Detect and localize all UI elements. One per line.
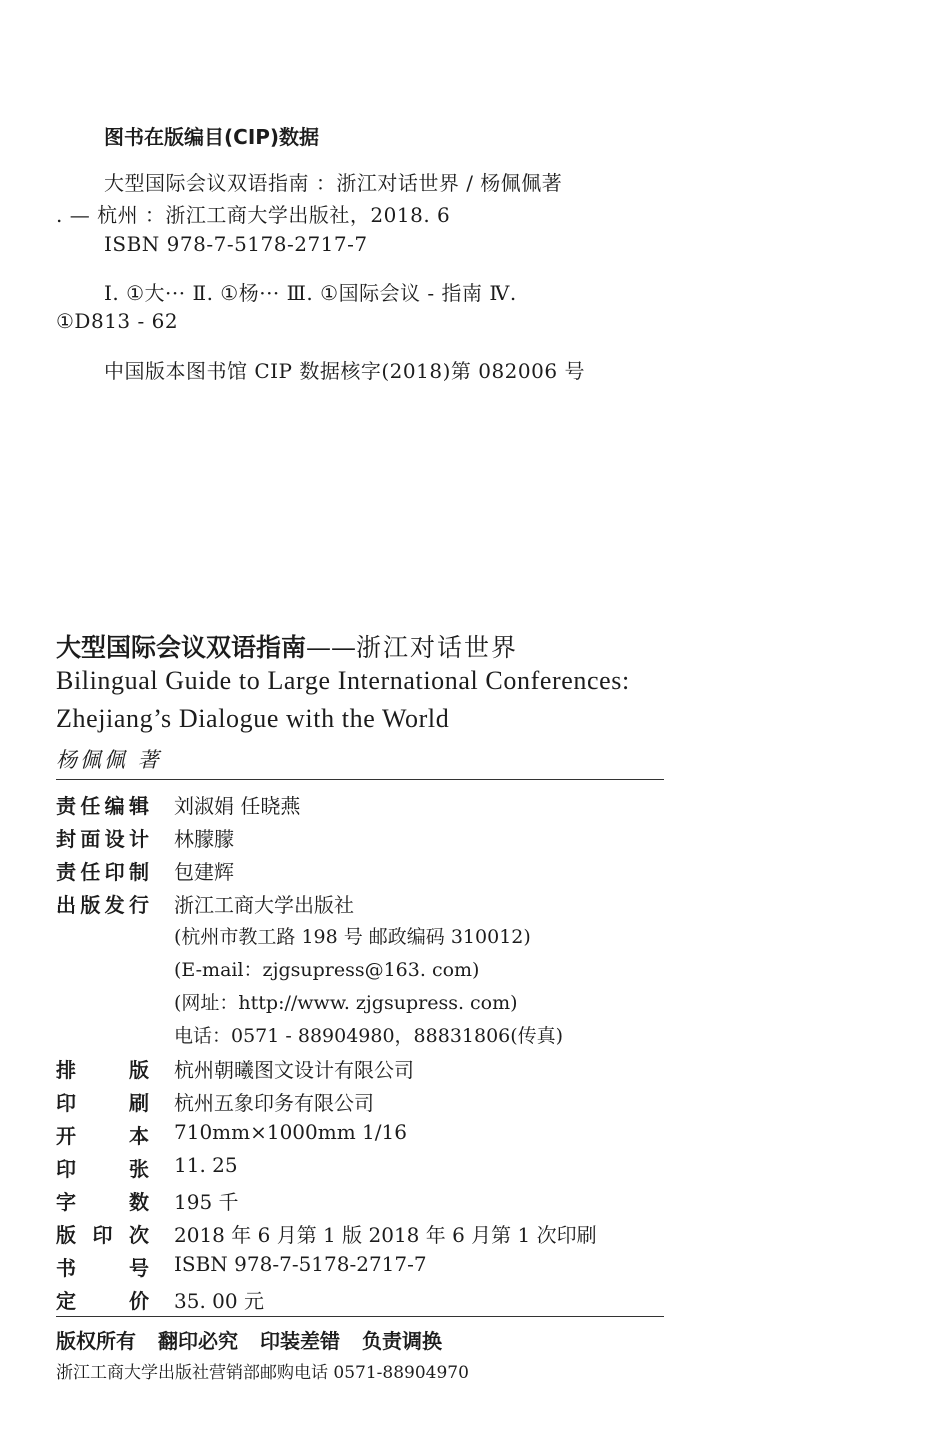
detail-edition-label: 版 印 次 [56, 1223, 149, 1247]
detail-format-value: 710mm×1000mm 1/16 [174, 1120, 407, 1144]
author: 杨佩佩 著 [56, 748, 162, 772]
detail-isbn-label: 书 号 [56, 1256, 149, 1280]
publisher-email: (E-mail：zjgsupress@163. com) [174, 959, 480, 981]
detail-words-value: 195 千 [174, 1190, 239, 1214]
detail-price-value: 35. 00 元 [174, 1289, 264, 1313]
detail-cover-value: 林朦朦 [174, 827, 234, 851]
cip-line-publisher: . — 杭州 ：浙江工商大学出版社，2018. 6 [56, 203, 451, 227]
cip-line-record: 中国版本图书馆 CIP 数据核字(2018)第 082006 号 [104, 359, 585, 383]
divider-top [56, 779, 664, 780]
cip-line-title: 大型国际会议双语指南 ：浙江对话世界 / 杨佩佩著 [104, 171, 563, 195]
detail-isbn-value: ISBN 978-7-5178-2717-7 [174, 1252, 427, 1276]
publisher-address: (杭州市教工路 198 号 邮政编码 310012) [174, 926, 531, 948]
detail-publisher-label: 出 版 发 行 [56, 893, 149, 917]
detail-typeset-value: 杭州朝曦图文设计有限公司 [174, 1058, 414, 1082]
cip-line-classification: Ⅰ. ①大··· Ⅱ. ①杨··· Ⅲ. ①国际会议 - 指南 Ⅳ. [104, 281, 517, 305]
copyright-notice: 版权所有 翻印必究 印装差错 负责调换 [56, 1329, 442, 1353]
book-title-zh-sub: 浙江对话世界 [356, 633, 519, 662]
publisher-website: (网址：http://www. zjgsupress. com) [174, 992, 518, 1014]
cip-heading: 图书在版编目(CIP)数据 [104, 125, 320, 149]
detail-cover-label: 封 面 设 计 [56, 827, 149, 851]
detail-printer-value: 杭州五象印务有限公司 [174, 1091, 374, 1115]
detail-editor-value: 刘淑娟 任晓燕 [174, 794, 301, 818]
detail-editor-label: 责 任 编 辑 [56, 794, 149, 818]
book-title-zh [56, 628, 518, 664]
book-title-en-line1: Bilingual Guide to Large International Conferences: [56, 666, 630, 695]
detail-edition-value: 2018 年 6 月第 1 版 2018 年 6 月第 1 次印刷 [174, 1223, 597, 1247]
sales-phone: 浙江工商大学出版社营销部邮购电话 0571-88904970 [56, 1363, 469, 1383]
book-title-zh-dash: —— [306, 633, 357, 662]
cip-line-isbn: ISBN 978-7-5178-2717-7 [104, 232, 368, 256]
detail-sheets-label: 印 张 [56, 1157, 149, 1181]
divider-bottom [56, 1316, 664, 1317]
detail-words-label: 字 数 [56, 1190, 149, 1214]
detail-publisher-value: 浙江工商大学出版社 [174, 893, 354, 917]
detail-print-resp-label: 责 任 印 制 [56, 860, 149, 884]
detail-printer-label: 印 刷 [56, 1091, 149, 1115]
detail-format-label: 开 本 [56, 1124, 149, 1148]
publisher-phone: 电话：0571 - 88904980，88831806(传真) [174, 1025, 564, 1047]
detail-print-resp-value: 包建辉 [174, 860, 234, 884]
book-title-zh-main: 大型国际会议双语指南 [56, 633, 307, 662]
detail-price-label: 定 价 [56, 1289, 149, 1313]
cip-line-class-code: ①D813 - 62 [56, 309, 179, 333]
book-title-en-line2: Zhejiang’s Dialogue with the World [56, 704, 450, 733]
detail-typeset-label: 排 版 [56, 1058, 149, 1082]
detail-sheets-value: 11. 25 [174, 1153, 238, 1177]
